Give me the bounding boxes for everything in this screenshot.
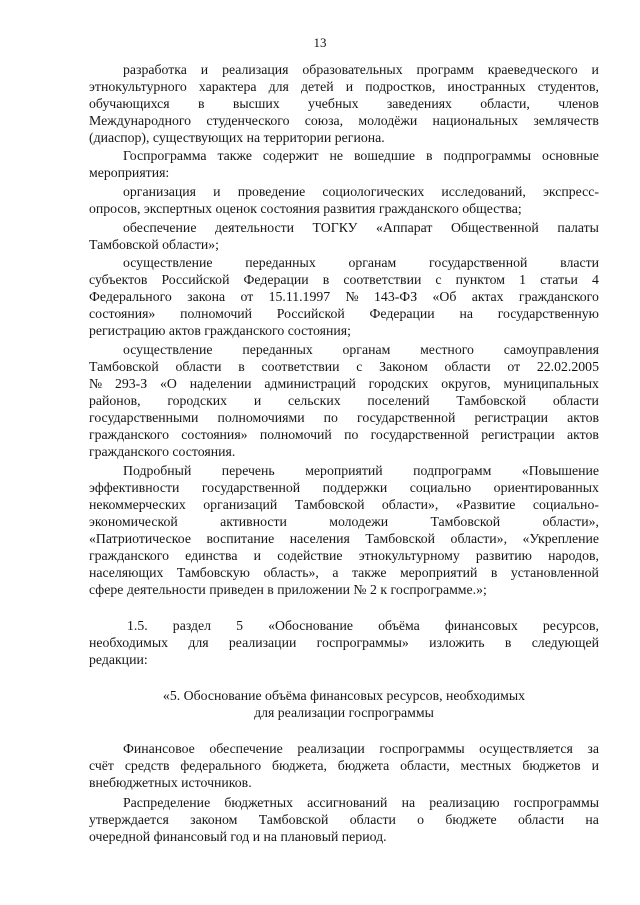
text-line: внебюджетных источников. <box>89 775 252 790</box>
word: «Укрепление <box>522 531 599 546</box>
word: программ <box>416 62 474 77</box>
text-line <box>89 112 599 129</box>
text-line <box>89 409 599 426</box>
word: социально <box>409 480 472 495</box>
word: «О <box>160 376 177 391</box>
word: субъектов <box>89 272 148 287</box>
word: в <box>504 635 512 650</box>
word: образовательных <box>302 62 403 77</box>
word: Тамбовской <box>258 812 329 827</box>
word: на <box>401 795 416 810</box>
word: необходимых <box>89 635 169 650</box>
word: экспресс- <box>542 184 599 199</box>
page-number: 13 <box>313 35 327 50</box>
text-line: регистрацию актов гражданского состояния; <box>89 323 351 338</box>
word: членов <box>558 96 599 111</box>
word: молодёжи <box>358 113 418 128</box>
text-line <box>123 254 599 271</box>
word: Тамбовской <box>430 514 501 529</box>
word: Российской <box>276 306 345 321</box>
text-line <box>89 305 599 322</box>
word: активности <box>220 514 287 529</box>
word: соответствии <box>343 272 422 287</box>
word: гражданского <box>89 548 169 563</box>
word: и <box>345 79 354 94</box>
text-line <box>123 341 599 358</box>
word: студентов, <box>537 79 599 94</box>
word: № <box>89 376 103 391</box>
word: экономической <box>89 514 178 529</box>
word: 15.11.1997 <box>268 289 331 304</box>
word: регистрации <box>481 427 555 442</box>
text-line <box>123 147 599 164</box>
word: Федерации <box>243 272 309 287</box>
word: учебных <box>307 96 359 111</box>
word: области <box>552 393 599 408</box>
word: реализацию <box>429 795 500 810</box>
word: области, <box>400 758 450 773</box>
word: воспитание <box>206 531 275 546</box>
word: полномочиями <box>217 410 305 425</box>
word: ресурсов, <box>542 618 599 633</box>
word: а <box>332 565 339 580</box>
word: госпрограммы <box>379 741 465 756</box>
word: актов <box>567 410 599 425</box>
word: Тамбовской <box>294 497 365 512</box>
section-heading: для реализации госпрограммы <box>254 705 434 720</box>
text-line <box>89 392 599 409</box>
word: иностранных <box>447 79 526 94</box>
word: ТОГКУ <box>312 220 358 235</box>
text-line <box>123 219 599 236</box>
word: области <box>349 812 396 827</box>
word: в <box>490 565 498 580</box>
word: Федерального <box>89 289 172 304</box>
word: сельских <box>287 393 341 408</box>
word: и <box>591 758 599 773</box>
word: 143-ФЗ <box>374 289 418 304</box>
word: актах <box>471 289 504 304</box>
word: обеспечение <box>209 741 283 756</box>
word: 293-З <box>114 376 148 391</box>
text-line <box>89 288 599 305</box>
text-line <box>89 426 599 443</box>
word: организация <box>123 184 197 199</box>
word: высших <box>232 96 280 111</box>
word: «Патриотическое <box>89 531 191 546</box>
word: соответствии <box>261 359 340 374</box>
word: государственную <box>497 306 599 321</box>
word: установленной <box>510 565 599 580</box>
word: области <box>175 359 222 374</box>
word: этнокультурного <box>89 79 187 94</box>
text-line: опросов, экспертных оценок состояния развития гражданского общества; <box>89 201 522 216</box>
word: эффективности <box>89 480 180 495</box>
word: поселений <box>367 393 430 408</box>
word: состояния» <box>181 427 248 442</box>
text-line <box>89 564 599 581</box>
word: актов <box>567 427 599 442</box>
word: этнокультурному <box>358 548 460 563</box>
word: по <box>344 427 359 442</box>
word: осуществляется <box>479 741 573 756</box>
word: гражданского <box>518 289 599 304</box>
word: о <box>417 812 425 827</box>
text-line <box>89 634 599 651</box>
text-line <box>89 513 599 530</box>
word: и <box>213 184 221 199</box>
word: «Аппарат <box>375 220 433 235</box>
word: и <box>591 62 599 77</box>
word: реализация <box>222 62 289 77</box>
text-line <box>89 757 599 774</box>
word: бюджета <box>337 758 390 773</box>
text-line: очередной финансовый год и на плановый период. <box>89 829 387 844</box>
word: и <box>253 548 262 563</box>
section-heading: «5. Обоснование объёма финансовых ресурсов, необходимых <box>162 688 526 703</box>
word: законом <box>190 812 238 827</box>
word: органам <box>342 342 391 357</box>
word: обеспечение <box>123 220 197 235</box>
text-line <box>89 375 599 392</box>
word: районов, <box>89 393 141 408</box>
word: власти <box>560 255 599 270</box>
text-line: Тамбовской области»; <box>89 237 219 252</box>
word: краеведческого <box>487 62 578 77</box>
word: объёма <box>378 618 420 633</box>
text-line <box>89 271 599 288</box>
word: Финансовое <box>123 741 195 756</box>
word: Международного <box>89 113 192 128</box>
word: Законом <box>379 359 428 374</box>
word: для <box>268 79 289 94</box>
word: администраций <box>264 376 356 391</box>
word: области <box>444 359 491 374</box>
word: социологических <box>322 184 425 199</box>
word: национальных <box>432 113 519 128</box>
word: мероприятий <box>305 463 383 478</box>
word: Тамбовскую <box>176 565 250 580</box>
word: содействие <box>277 548 343 563</box>
word: 1.5. <box>127 618 148 633</box>
word: от <box>507 359 521 374</box>
word: финансовых <box>444 618 518 633</box>
word: закона <box>187 289 226 304</box>
text-line <box>89 479 599 496</box>
word: студенческого <box>206 113 290 128</box>
text-line <box>89 811 599 828</box>
word: государственной <box>201 480 301 495</box>
word: Тамбовской <box>456 393 527 408</box>
text-line <box>89 530 599 547</box>
word: полномочий <box>180 306 253 321</box>
word: области, <box>480 96 530 111</box>
word: области <box>517 812 565 827</box>
word: государственной <box>357 410 456 425</box>
word: народов, <box>548 548 599 563</box>
text-line <box>123 183 599 200</box>
word: исследований, <box>441 184 526 199</box>
text-line: (диаспор), существующих на территории региона. <box>89 130 385 145</box>
word: от <box>240 289 254 304</box>
word: также <box>351 565 387 580</box>
text-line: сфере деятельности приведен в приложении № 2 к госпрограмме.»; <box>89 582 487 597</box>
text-line <box>89 358 599 375</box>
word: в <box>197 96 205 111</box>
word: проведение <box>237 184 306 199</box>
word: детей <box>300 79 334 94</box>
word: и <box>253 393 262 408</box>
word: «Развитие <box>455 497 516 512</box>
word: следующей <box>531 635 599 650</box>
word: «Об <box>432 289 457 304</box>
word: госпрограммы» <box>316 635 409 650</box>
word: бюджета, <box>272 758 327 773</box>
word: по <box>323 410 338 425</box>
word: 22.02.2005 <box>536 359 599 374</box>
word: федерального <box>180 758 262 773</box>
word: некоммерческих <box>89 497 186 512</box>
word: Распределение <box>123 795 211 810</box>
word: государственной <box>370 427 469 442</box>
word: подпрограммы <box>443 148 531 163</box>
word: «Повышение <box>521 463 599 478</box>
word: и <box>200 62 209 77</box>
word: осуществление <box>123 342 213 357</box>
word: заведениях <box>386 96 452 111</box>
word: не <box>329 148 344 163</box>
word: городских <box>368 376 429 391</box>
word: раздел <box>172 618 212 633</box>
word: вошедшие <box>354 148 416 163</box>
word: Федерации <box>369 306 435 321</box>
word: гражданского <box>89 427 169 442</box>
word: Российской <box>161 272 230 287</box>
word: изложить <box>429 635 485 650</box>
word: средств <box>124 758 170 773</box>
word: содержит <box>262 148 319 163</box>
word: «Обоснование <box>268 618 354 633</box>
text-line <box>123 740 599 757</box>
word: область», <box>263 565 319 580</box>
word: для <box>188 635 209 650</box>
word: населяющих <box>89 565 164 580</box>
word: полномочий <box>259 427 332 442</box>
word: бюджетов <box>522 758 581 773</box>
word: области», <box>450 531 508 546</box>
text-line <box>123 794 599 811</box>
word: государственной <box>429 255 528 270</box>
word: 1 <box>519 272 527 287</box>
word: бюджетных <box>224 795 294 810</box>
word: 4 <box>591 272 599 287</box>
word: подпрограмм <box>413 463 492 478</box>
text-line: мероприятия: <box>89 165 170 180</box>
word: переданных <box>242 342 313 357</box>
word: поддержки <box>322 480 388 495</box>
text-line <box>123 61 599 78</box>
word: деятельности <box>215 220 294 235</box>
word: характера <box>198 79 257 94</box>
word: разработка <box>123 62 187 77</box>
word: на <box>459 306 473 321</box>
word: Подробный <box>123 463 192 478</box>
text-line: редакции: <box>89 652 148 667</box>
word: на <box>585 812 599 827</box>
word: перечень <box>221 463 275 478</box>
word: реализации <box>297 741 365 756</box>
word: счёт <box>89 758 114 773</box>
text-line <box>89 547 599 564</box>
word: мероприятий <box>399 565 478 580</box>
word: бюджете <box>445 812 497 827</box>
word: переданных <box>245 255 316 270</box>
word: области», <box>381 497 439 512</box>
word: молодежи <box>329 514 389 529</box>
word: области», <box>542 514 599 529</box>
word: с <box>356 359 363 374</box>
word: ассигнований <box>307 795 388 810</box>
word: землячеств <box>533 113 599 128</box>
text-line <box>89 496 599 513</box>
word: 5 <box>236 618 244 633</box>
word: обучающихся <box>89 96 170 111</box>
word: за <box>587 741 599 756</box>
text-line <box>127 617 599 634</box>
word: также <box>217 148 252 163</box>
word: наделении <box>189 376 252 391</box>
text-line <box>89 95 599 112</box>
word: местного <box>420 342 474 357</box>
word: Общественной <box>450 220 539 235</box>
word: единства <box>185 548 238 563</box>
text-line <box>123 462 599 479</box>
word: госпрограммы <box>513 795 599 810</box>
word: подростков, <box>365 79 436 94</box>
word: государственными <box>89 410 199 425</box>
word: пунктом <box>455 272 506 287</box>
word: в <box>426 148 433 163</box>
word: палаты <box>557 220 599 235</box>
word: ориентированных <box>493 480 599 495</box>
word: округов, <box>441 376 491 391</box>
word: местных <box>460 758 512 773</box>
word: социально- <box>532 497 599 512</box>
word: развитию <box>475 548 532 563</box>
word: основные <box>541 148 599 163</box>
word: статьи <box>540 272 578 287</box>
word: организаций <box>203 497 278 512</box>
word: состояния» <box>89 306 156 321</box>
word: самоуправления <box>503 342 599 357</box>
word: в <box>238 359 245 374</box>
word: населения <box>289 531 350 546</box>
text-line <box>89 78 599 95</box>
word: № <box>345 289 359 304</box>
word: Госпрограмма <box>123 148 207 163</box>
word: союза, <box>304 113 344 128</box>
word: органам <box>348 255 397 270</box>
word: Тамбовской <box>365 531 436 546</box>
word: городских <box>167 393 228 408</box>
word: реализации <box>228 635 297 650</box>
word: с <box>435 272 442 287</box>
text-line: гражданского состояния. <box>89 444 236 459</box>
word: утверждается <box>89 812 169 827</box>
word: осуществление <box>123 255 213 270</box>
word: муниципальных <box>503 376 599 391</box>
word: в <box>322 272 330 287</box>
word: регистрации <box>474 410 549 425</box>
word: Тамбовской <box>89 359 159 374</box>
